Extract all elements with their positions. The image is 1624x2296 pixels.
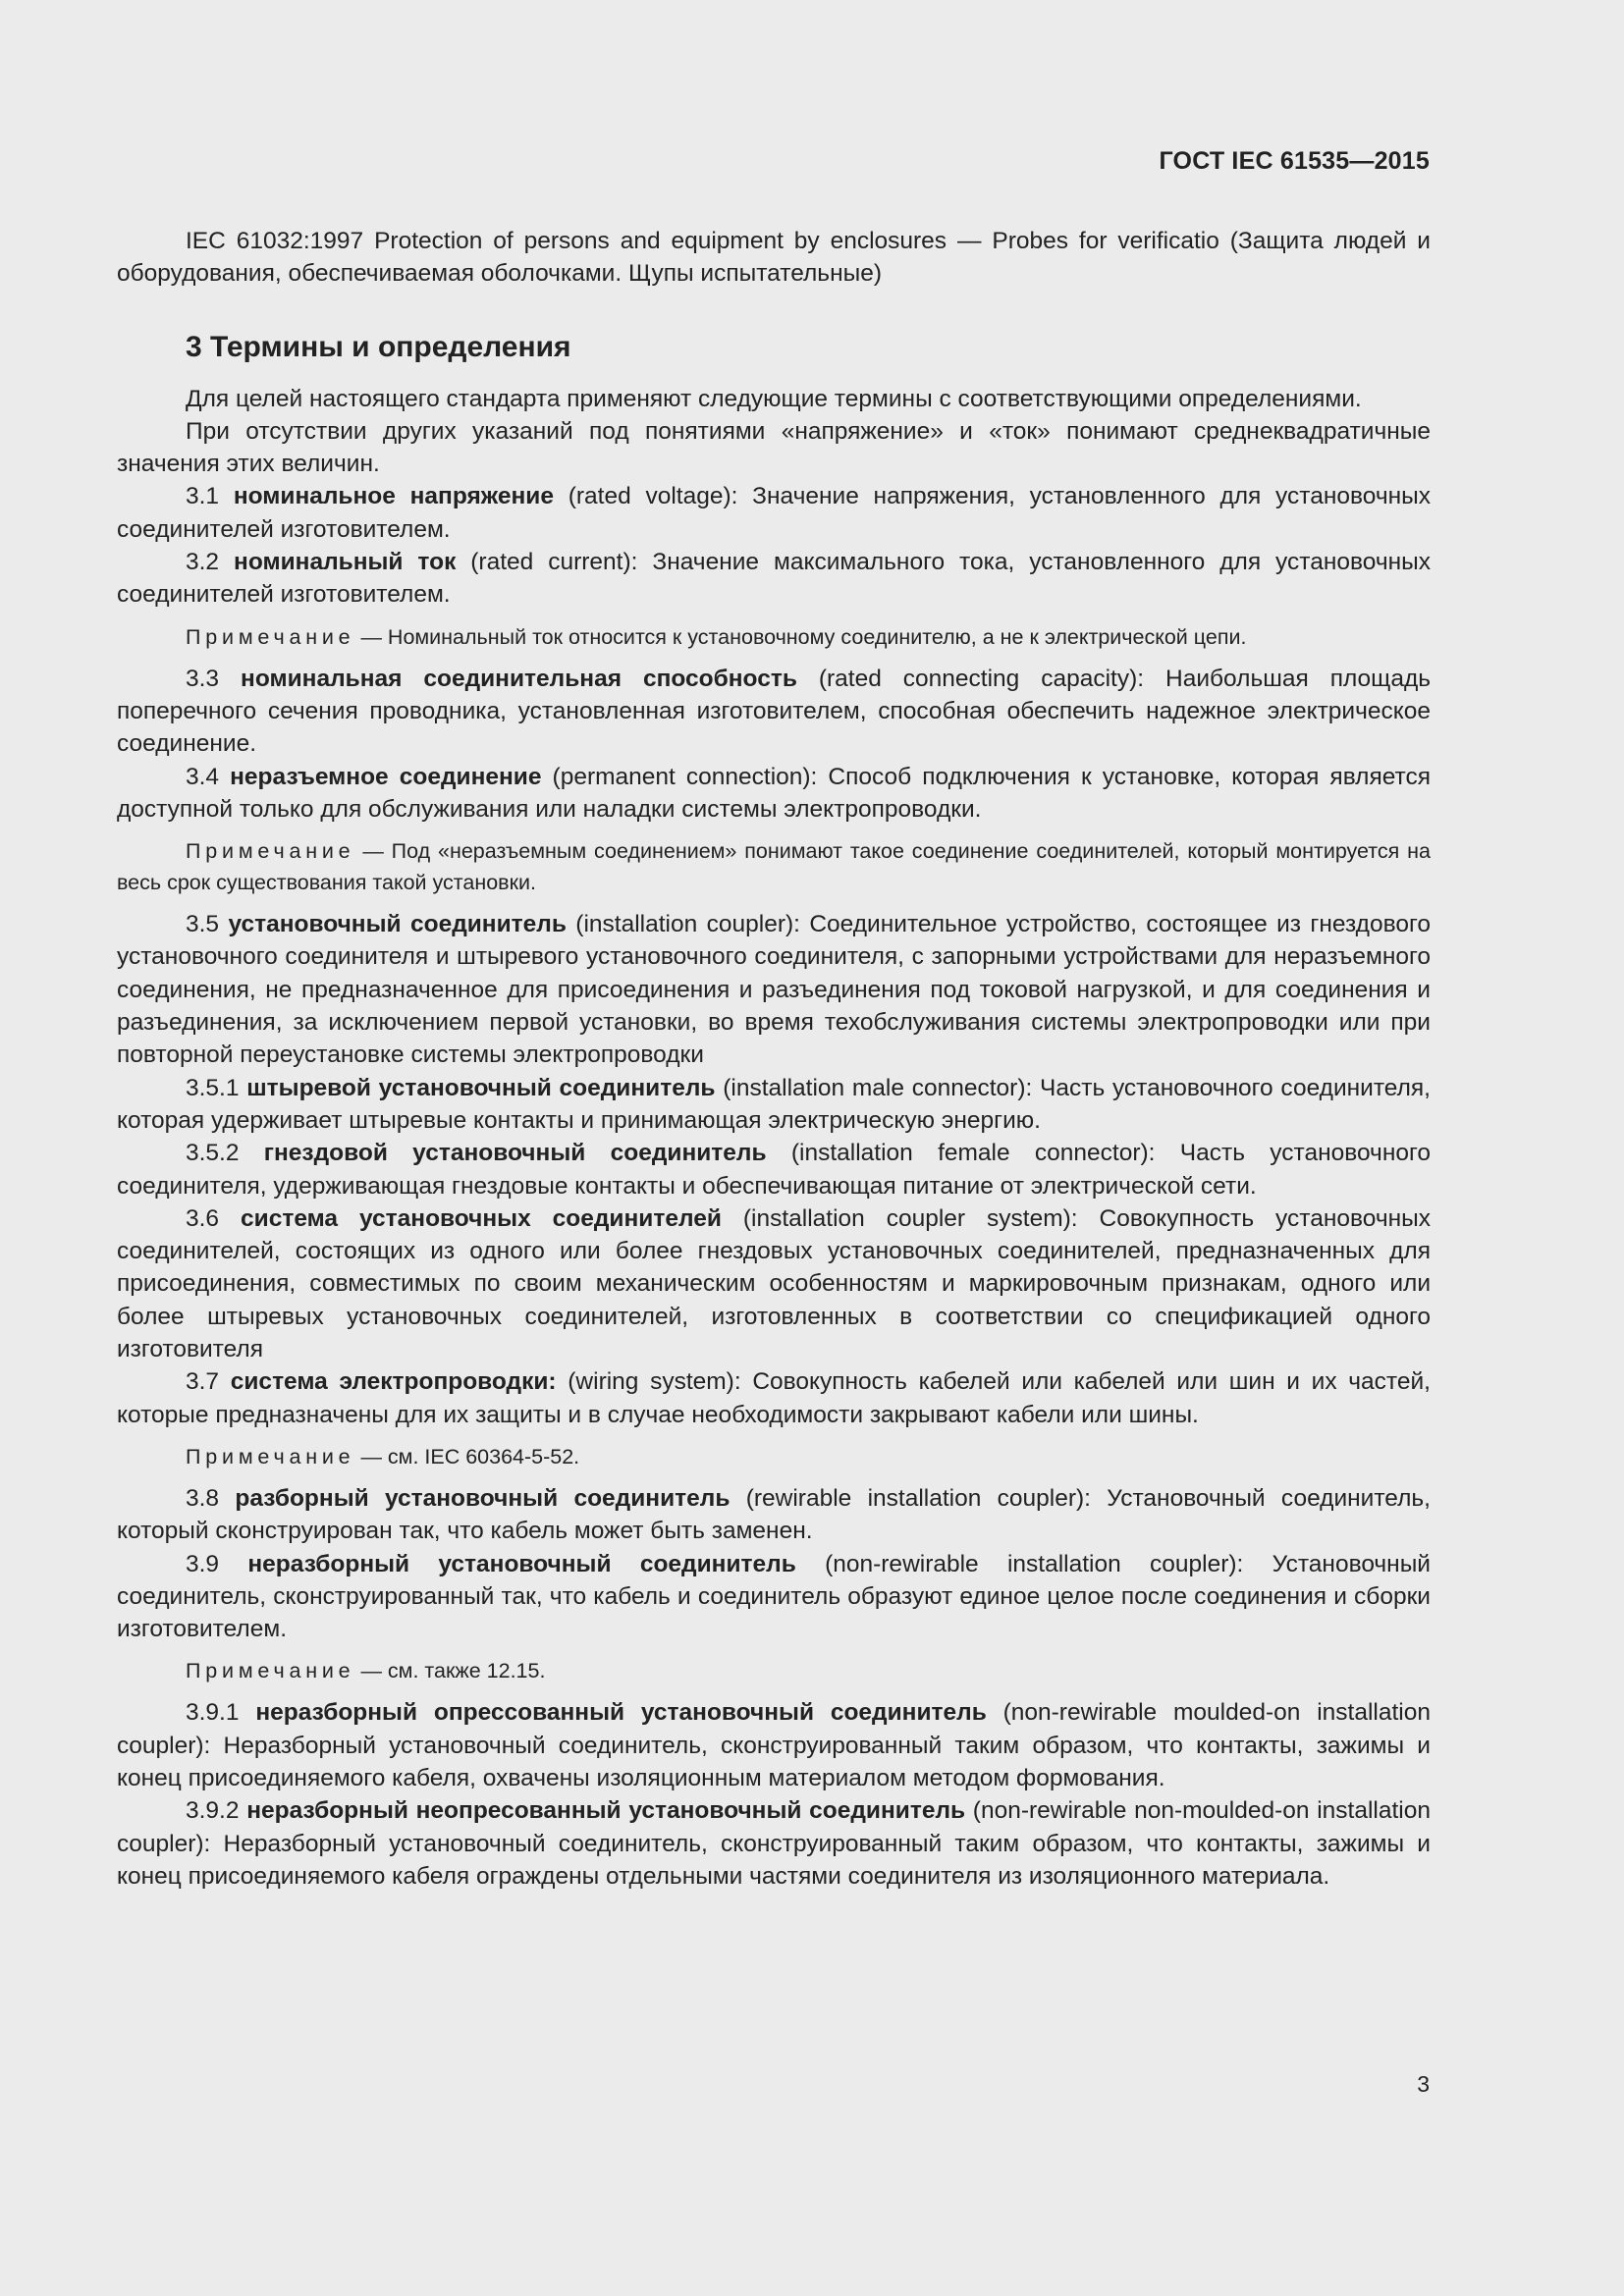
term-name: гнездовой установочный соединитель [263,1140,767,1167]
term-name: разборный установочный соединитель [235,1484,731,1512]
document-code: ГОСТ IEC 61535—2015 [1159,147,1430,175]
term-name: номинальное напряжение [233,483,554,510]
term-name: неразборный неопресованный установочный соединитель [246,1797,966,1825]
term-3-8: 3.8 разборный установочный соединитель (rewirable installation coupler): Установочный соединитель, который сконструирован так, что кабель может быть заменен. [117,1484,1431,1545]
term-name: номинальная соединительная способность [241,665,797,692]
term-3-9: 3.9 неразборный установочный соединитель (non-rewirable installation coupler): Установочный соединитель, сконструированный так, что кабель и соединитель образуют единое целое после соединения и сборки изготовителем. [117,1550,1431,1643]
term-3-3: 3.3 номинальная соединительная способность (rated connecting capacity): Наибольшая площадь поперечного сечения проводника, установленная изготовителем, способная обеспечить надежное электрическое соединение. [117,665,1432,758]
note-3-9: Примечание — см. также 12.15. [186,1659,546,1683]
term-name: неразборный опрессованный установочный соединитель [255,1699,987,1727]
term-name: установочный соединитель [228,911,567,938]
note-3-2: Примечание — Номинальный ток относится к установочному соединителю, а не к электрической цепи. [186,624,1247,649]
term-3-4: 3.4 неразъемное соединение (permanent connection): Способ подключения к установке, которая является доступной только для обслуживания или наладки системы электропроводки. [117,763,1431,823]
section-title: 3 Термины и определения [186,330,571,363]
intro-paragraph-1: Для целей настоящего стандарта применяют следующие термины с соответствующими определениями. [186,385,1362,412]
note-label: Примечание [186,1444,355,1468]
term-3-5-1: 3.5.1 штыревой установочный соединитель (installation male connector): Часть установочного соединителя, которая удерживает штыревые контакты и принимающая электрическую энергию. [117,1074,1431,1134]
note-label: Примечание [186,1659,355,1683]
term-name: система установочных соединителей [241,1204,722,1232]
term-3-9-1: 3.9.1 неразборный опрессованный установочный соединитель (non-rewirable moulded-on installation coupler): Неразборный установочный соединитель, сконструированный таким образом, что контакты, зажимы и конец присоединяемого кабеля, охвачены изоляционным материалом методом формования. [117,1699,1431,1791]
note-label: Примечание [186,839,355,864]
reference-line: IEC 61032:1997 Protection of persons and equipment by enclosures — Probes for verificatio (Защита людей и оборудования, обеспечиваемая оболочками. Щупы испытательные) [117,228,1431,288]
term-3-5: 3.5 установочный соединитель (installation coupler): Соединительное устройство, состоящее из гнездового установочного соединителя и штыревого установочного соединителя, с запорными устройствами для неразъемного соединения, не предназначенное для присоединения и разъединения под токовой нагрузкой, и для соединения и разъединения, за исключением первой установки, во время техобслуживания системы электропроводки или при повторной переустановке системы электропроводки [117,911,1431,1069]
note-3-4: Примечание — Под «неразъемным соединением» понимают такое соединение соединителей, который монтируется на весь срок существования такой установки. [117,839,1431,895]
term-3-5-2: 3.5.2 гнездовой установочный соединитель (installation female connector): Часть установочного соединителя, удерживающая гнездовые контакты и обеспечивающая питание от электрической сети. [117,1140,1431,1200]
term-3-1: 3.1 номинальное напряжение (rated voltage): Значение напряжения, установленного для установочных соединителей изготовителем. [117,483,1431,543]
term-3-6: 3.6 система установочных соединителей (installation coupler system): Совокупность установочных соединителей, состоящих из одного или более гнездовых установочных соединителей, предназначенных для присоединения, совместимых по своим механическим особенностям и маркировочным признакам, одного или более штыревых установочных соединителей, изготовленных в соответствии со спецификацией одного изготовителя [117,1204,1431,1363]
term-3-7: 3.7 система электропроводки: (wiring system): Совокупность кабелей или кабелей или шин и их частей, которые предназначены для их защиты и в случае необходимости закрывают кабели или шины. [117,1368,1431,1428]
term-3-2: 3.2 номинальный ток (rated current): Значение максимального тока, установленного для установочных соединителей изготовителем. [117,549,1431,609]
note-3-7: Примечание — см. IEC 60364-5-52. [186,1444,580,1468]
term-name: номинальный ток [234,549,457,576]
term-name: неразъемное соединение [230,763,542,790]
intro-paragraph-2: При отсутствии других указаний под понятиями «напряжение» и «ток» понимают среднеквадратичные значения этих величин. [117,417,1431,478]
term-name: неразборный установочный соединитель [247,1550,796,1577]
term-3-9-2: 3.9.2 неразборный неопресованный установочный соединитель (non-rewirable non-moulded-on installation coupler): Неразборный установочный соединитель, сконструированный таким образом, что контакты, зажимы и конец присоединяемого кабеля ограждены отдельными частями соединителя из изоляционного материала. [117,1797,1431,1890]
term-name: штыревой установочный соединитель [246,1074,716,1101]
term-name: система электропроводки: [230,1368,557,1396]
page-content [117,225,1431,1893]
page-number: 3 [1417,2071,1430,2097]
note-label: Примечание [186,624,355,649]
